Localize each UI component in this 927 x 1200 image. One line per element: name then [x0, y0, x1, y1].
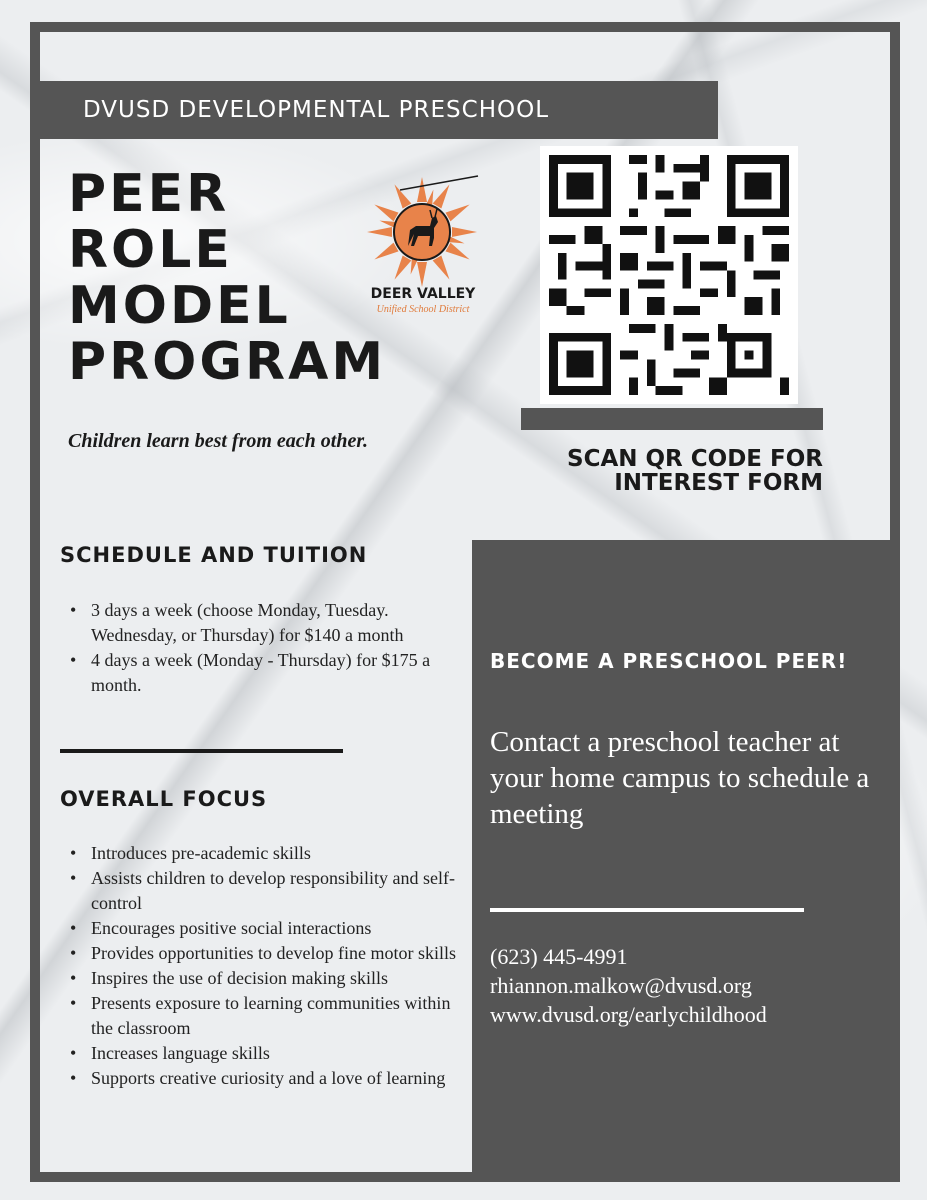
- focus-heading: OVERALL FOCUS: [60, 787, 268, 811]
- schedule-heading: SCHEDULE AND TUITION: [60, 543, 368, 567]
- list-item: • Inspires the use of decision making skills: [66, 966, 466, 991]
- logo-district-subtitle: Unified School District: [376, 304, 470, 315]
- list-item: • Assists children to develop responsibility and self-control: [66, 866, 466, 916]
- panel-divider: [490, 908, 804, 912]
- list-item: • Increases language skills: [66, 1041, 466, 1066]
- interest-form-qr-code[interactable]: [540, 146, 798, 404]
- school-banner: [40, 81, 718, 139]
- contact-website[interactable]: www.dvusd.org/earlychildhood: [490, 1002, 767, 1027]
- list-item: • Presents exposure to learning communities within the classroom: [66, 991, 466, 1041]
- tagline: Children learn best from each other.: [68, 430, 369, 452]
- list-item: • Encourages positive social interactions: [66, 916, 466, 941]
- contact-phone[interactable]: (623) 445-4991: [490, 944, 628, 969]
- qr-underline-bar: [521, 408, 823, 430]
- focus-list: [66, 841, 466, 1091]
- contact-info: [490, 942, 885, 1029]
- section-divider: [60, 749, 343, 753]
- contact-panel: [472, 540, 890, 1180]
- list-item: • Introduces pre-academic skills: [66, 841, 466, 866]
- qr-caption: SCAN QR CODE FOR INTEREST FORM: [567, 446, 823, 496]
- list-item: • Provides opportunities to develop fine motor skills: [66, 941, 466, 966]
- title-line: PROGRAM: [68, 332, 387, 392]
- list-item: • 4 days a week (Monday - Thursday) for $175 a month.: [66, 648, 466, 698]
- banner-text: DVUSD DEVELOPMENTAL PRESCHOOL: [83, 97, 550, 123]
- logo-district-name: DEER VALLEY: [370, 286, 476, 302]
- panel-body-text: Contact a preschool teacher at your home campus to schedule a meeting: [490, 726, 870, 830]
- title-line: PEER: [68, 164, 230, 224]
- contact-email[interactable]: rhiannon.malkow@dvusd.org: [490, 973, 752, 998]
- list-item: • Supports creative curiosity and a love of learning: [66, 1066, 466, 1091]
- title-line: MODEL: [68, 276, 291, 336]
- panel-heading: BECOME A PRESCHOOL PEER!: [490, 649, 848, 673]
- list-item: • 3 days a week (choose Monday, Tuesday. Wednesday, or Thursday) for $140 a month: [66, 598, 466, 648]
- schedule-list: [66, 598, 466, 698]
- title-line: ROLE: [68, 220, 233, 280]
